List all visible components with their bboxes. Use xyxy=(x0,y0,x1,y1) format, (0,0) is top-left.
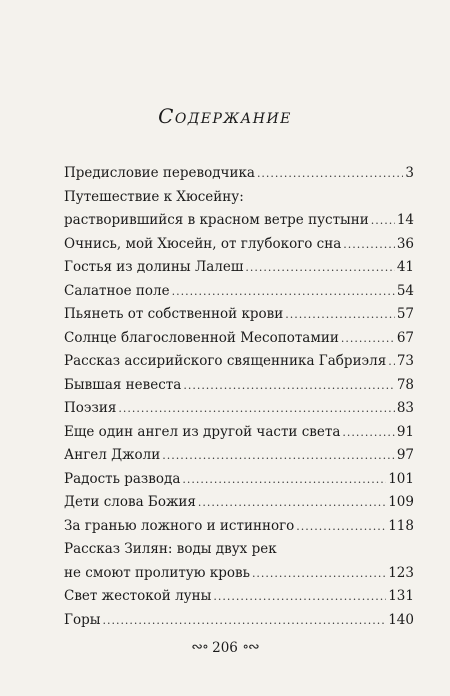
toc-entry xyxy=(64,374,414,398)
toc-entry-page: 140 xyxy=(388,611,414,628)
toc-entry xyxy=(64,162,414,186)
toc-leader-dots xyxy=(296,515,386,539)
toc-entry xyxy=(64,327,414,351)
toc-entry-title: За гранью ложного и истинного xyxy=(64,515,296,539)
toc-entry-page: 54 xyxy=(396,282,414,299)
toc-entry xyxy=(64,280,414,304)
toc-entry-title: Солнце благословенной Месопотамии xyxy=(64,327,341,351)
toc-entry-page: 97 xyxy=(396,447,414,463)
toc-leader-dots xyxy=(342,421,394,445)
toc-entry-title: не смоют пролитую кровь xyxy=(64,562,252,586)
toc-entry xyxy=(64,515,414,539)
toc-entry-page: 118 xyxy=(388,517,414,534)
toc-entry-title: Очнись, мой Хюсейн, от глубокого сна xyxy=(64,233,343,257)
ornament-right-icon: ∘∾ xyxy=(242,639,259,655)
toc-entry-page: 41 xyxy=(396,259,414,275)
toc-entry-page: 57 xyxy=(396,306,414,322)
page-number: 206 xyxy=(212,640,238,656)
toc-entry-title: Дети слова Божия xyxy=(64,491,198,515)
toc-entry xyxy=(64,538,414,562)
toc-entry-page: 83 xyxy=(396,400,414,416)
toc-leader-dots xyxy=(371,209,395,233)
toc-entry xyxy=(64,444,414,468)
page-title: Содержание xyxy=(158,104,292,128)
toc-leader-dots xyxy=(388,350,395,374)
toc-entry-page: 131 xyxy=(388,588,414,604)
toc-entry-title: Поэзия xyxy=(64,397,118,421)
table-of-contents xyxy=(64,162,414,632)
toc-leader-dots xyxy=(213,585,386,609)
toc-entry-page: 3 xyxy=(405,165,414,181)
toc-entry-page: 14 xyxy=(396,212,414,228)
ornament-left-icon: ∾∘ xyxy=(191,639,208,655)
toc-entry xyxy=(64,256,414,280)
toc-leader-dots xyxy=(343,233,395,257)
toc-entry xyxy=(64,350,414,374)
toc-leader-dots xyxy=(182,468,386,492)
toc-entry-title: растворившийся в красном ветре пустыни xyxy=(64,209,371,233)
toc-entry-page: 67 xyxy=(396,329,414,346)
toc-leader-dots xyxy=(172,280,395,304)
toc-entry-title: Путешествие к Хюсейну: xyxy=(64,186,246,210)
toc-entry-title: Радость развода xyxy=(64,468,182,492)
toc-entry xyxy=(64,397,414,421)
toc-entry xyxy=(64,585,414,609)
toc-leader-dots xyxy=(118,397,394,421)
toc-leader-dots xyxy=(162,444,395,468)
toc-entry xyxy=(64,562,414,586)
toc-entry-page: 109 xyxy=(388,494,414,510)
toc-entry xyxy=(64,609,414,633)
page-footer xyxy=(0,639,450,656)
toc-leader-dots xyxy=(285,303,395,327)
toc-leader-dots xyxy=(245,256,394,280)
toc-leader-dots xyxy=(257,162,403,186)
toc-entry-title: Салатное поле xyxy=(64,280,172,304)
toc-leader-dots xyxy=(198,491,386,515)
toc-leader-dots xyxy=(341,327,395,351)
toc-entry-title: Свет жестокой луны xyxy=(64,585,213,609)
toc-entry xyxy=(64,233,414,257)
toc-entry xyxy=(64,491,414,515)
toc-entry-title: Гостья из долины Лалеш xyxy=(64,256,245,280)
toc-leader-dots xyxy=(183,374,394,398)
toc-entry-title: Пьянеть от собственной крови xyxy=(64,303,285,327)
toc-entry-title: Рассказ Зилян: воды двух рек xyxy=(64,538,279,562)
toc-leader-dots xyxy=(252,562,386,586)
toc-entry-title: Еще один ангел из другой части света xyxy=(64,421,342,445)
toc-entry-title: Предисловие переводчика xyxy=(64,162,257,186)
toc-entry xyxy=(64,468,414,492)
toc-entry-page: 91 xyxy=(396,423,414,440)
toc-entry xyxy=(64,209,414,233)
toc-entry-title: Ангел Джоли xyxy=(64,444,162,468)
toc-entry-title: Горы xyxy=(64,609,102,633)
toc-entry-page: 73 xyxy=(396,353,414,369)
toc-entry-title: Рассказ ассирийского священника Габриэля xyxy=(64,350,388,374)
toc-entry-page: 78 xyxy=(396,376,414,393)
toc-leader-dots xyxy=(102,609,386,633)
toc-entry-page: 101 xyxy=(388,470,414,487)
toc-entry-page: 123 xyxy=(388,564,414,581)
toc-entry xyxy=(64,303,414,327)
toc-entry xyxy=(64,186,414,210)
toc-entry xyxy=(64,421,414,445)
toc-entry-page: 36 xyxy=(396,235,414,252)
toc-entry-title: Бывшая невеста xyxy=(64,374,183,398)
